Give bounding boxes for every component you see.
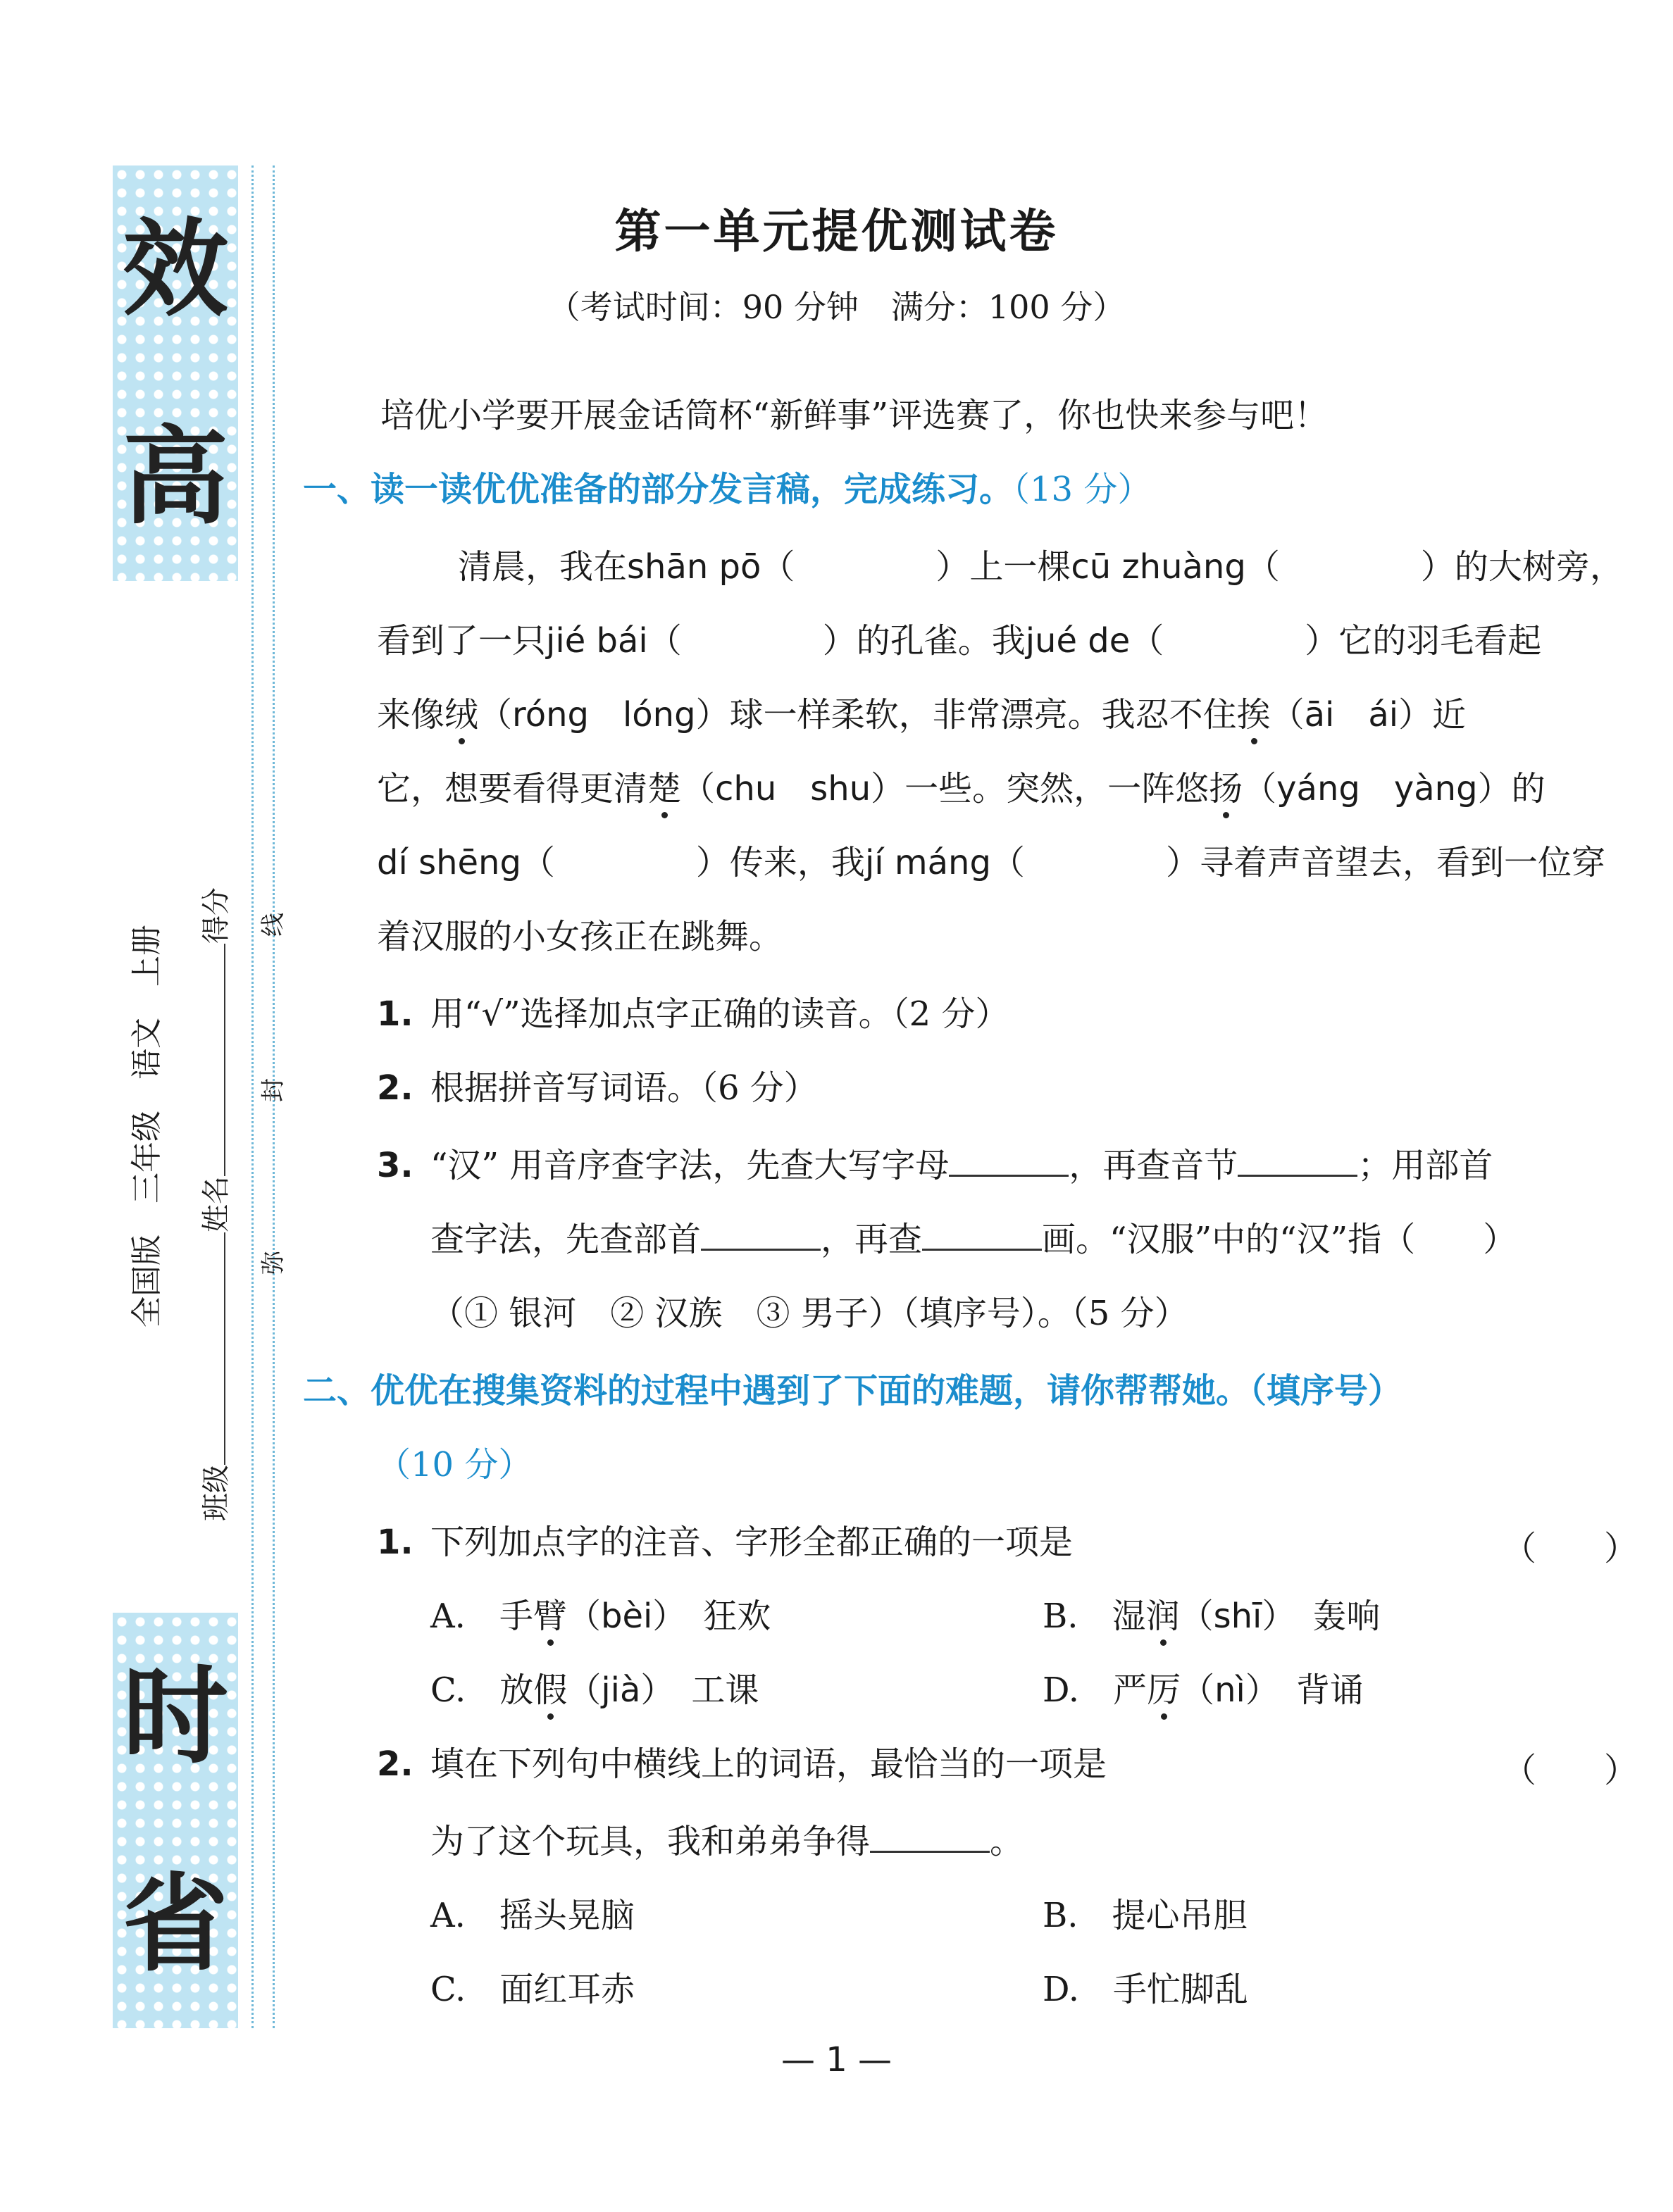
book-info: 全国版 三年级 语文 上册 bbox=[129, 925, 165, 1327]
blank-field[interactable] bbox=[701, 1220, 821, 1251]
passage-line-6: 着汉服的小女孩正在跳舞。 bbox=[377, 917, 783, 956]
option-a[interactable]: A. 手臂（bèi） 狂欢 bbox=[430, 1596, 771, 1636]
blank-field[interactable] bbox=[1238, 1146, 1357, 1177]
option-d[interactable]: D. 手忙脚乱 bbox=[1043, 1970, 1249, 2009]
page-subtitle: （考试时间：90 分钟 满分：100 分） bbox=[547, 288, 1126, 326]
class-field[interactable] bbox=[224, 1232, 225, 1465]
section2-points: （10 分） bbox=[377, 1445, 533, 1485]
blank-field[interactable] bbox=[922, 1220, 1042, 1251]
option-b[interactable]: B. 提心吊胆 bbox=[1043, 1896, 1248, 1935]
s2-question-2: 2. 填在下列句中横线上的词语，最恰当的一项是 bbox=[377, 1744, 1107, 1784]
intro-text: 培优小学要开展金话筒杯“新鲜事”评选赛了，你也快来参与吧！ bbox=[380, 396, 1329, 435]
option-d[interactable]: D. 严厉（nì） 背诵 bbox=[1043, 1670, 1364, 1710]
answer-paren[interactable]: （ ） bbox=[1502, 1529, 1638, 1568]
class-label: 班级 bbox=[200, 1465, 232, 1521]
passage-line-3: 来像绒（róng lóng）球一样柔软，非常漂亮。我忍不住挨（āi ái）近 bbox=[377, 695, 1467, 735]
s1-question-2: 2. 根据拼音写词语。（6 分） bbox=[377, 1068, 818, 1108]
passage-line-2: 看到了一只jié bái（ ）的孔雀。我jué de（ ）它的羽毛看起 bbox=[377, 621, 1542, 661]
name-field[interactable] bbox=[224, 944, 225, 1176]
s1-question-3-options: （① 银河 ② 汉族 ③ 男子）（填序号）。（5 分） bbox=[430, 1294, 1188, 1333]
page-number: — 1 — bbox=[780, 2040, 893, 2080]
banner-char: 效 bbox=[122, 208, 228, 331]
s1-question-1: 1. 用“√”选择加点字正确的读音。（2 分） bbox=[377, 994, 1009, 1034]
s2-question-1: 1. 下列加点字的注音、字形全都正确的一项是 bbox=[377, 1523, 1074, 1562]
banner-bottom bbox=[113, 1613, 238, 2028]
s1-question-3: 3. “汉” 用音序查字法，先查大写字母 ，再查音节 ；用部首 bbox=[377, 1146, 1493, 1185]
passage-line-5: dí shēng（ ）传来，我jí máng（ ）寻着声音望去，看到一位穿 bbox=[377, 843, 1605, 882]
passage-line-1: 清晨，我在shān pō（ ）上一棵cū zhuàng（ ）的大树旁， bbox=[458, 547, 1624, 587]
option-b[interactable]: B. 湿润（shī） 轰响 bbox=[1043, 1596, 1381, 1636]
student-fields bbox=[194, 887, 234, 1521]
banner-char: 高 bbox=[122, 415, 228, 539]
banner-char: 省 bbox=[122, 1863, 228, 1986]
section1-title: 一、读一读优优准备的部分发言稿，完成练习。（13 分） bbox=[303, 470, 1152, 509]
blank-field[interactable] bbox=[949, 1146, 1069, 1177]
blank-field[interactable] bbox=[870, 1823, 990, 1853]
section2-title: 二、优优在搜集资料的过程中遇到了下面的难题，请你帮帮她。（填序号） bbox=[303, 1371, 1403, 1411]
seal-mark-feng: 封 bbox=[259, 1078, 287, 1102]
score-label: 得分 bbox=[200, 887, 232, 944]
option-c[interactable]: C. 面红耳赤 bbox=[430, 1970, 635, 2009]
banner-char: 时 bbox=[122, 1655, 228, 1778]
seal-mark-xian: 线 bbox=[259, 913, 287, 937]
name-label: 姓名 bbox=[200, 1176, 232, 1232]
passage-line-4: 它，想要看得更清楚（chu shu）一些。突然，一阵悠扬（yáng yàng）的 bbox=[377, 769, 1545, 808]
option-c[interactable]: C. 放假（jià） 工课 bbox=[430, 1670, 759, 1710]
s2-question-2-sentence: 为了这个玩具，我和弟弟争得 。 bbox=[430, 1822, 1024, 1861]
answer-paren[interactable]: （ ） bbox=[1502, 1751, 1638, 1790]
page-title: 第一单元提优测试卷 bbox=[614, 204, 1059, 258]
s1-question-3-cont: 查字法，先查部首 ，再查 画。“汉服”中的“汉”指（ ） bbox=[430, 1220, 1517, 1259]
option-a[interactable]: A. 摇头晃脑 bbox=[430, 1896, 635, 1935]
seal-mark-mi: 弥 bbox=[259, 1251, 287, 1275]
